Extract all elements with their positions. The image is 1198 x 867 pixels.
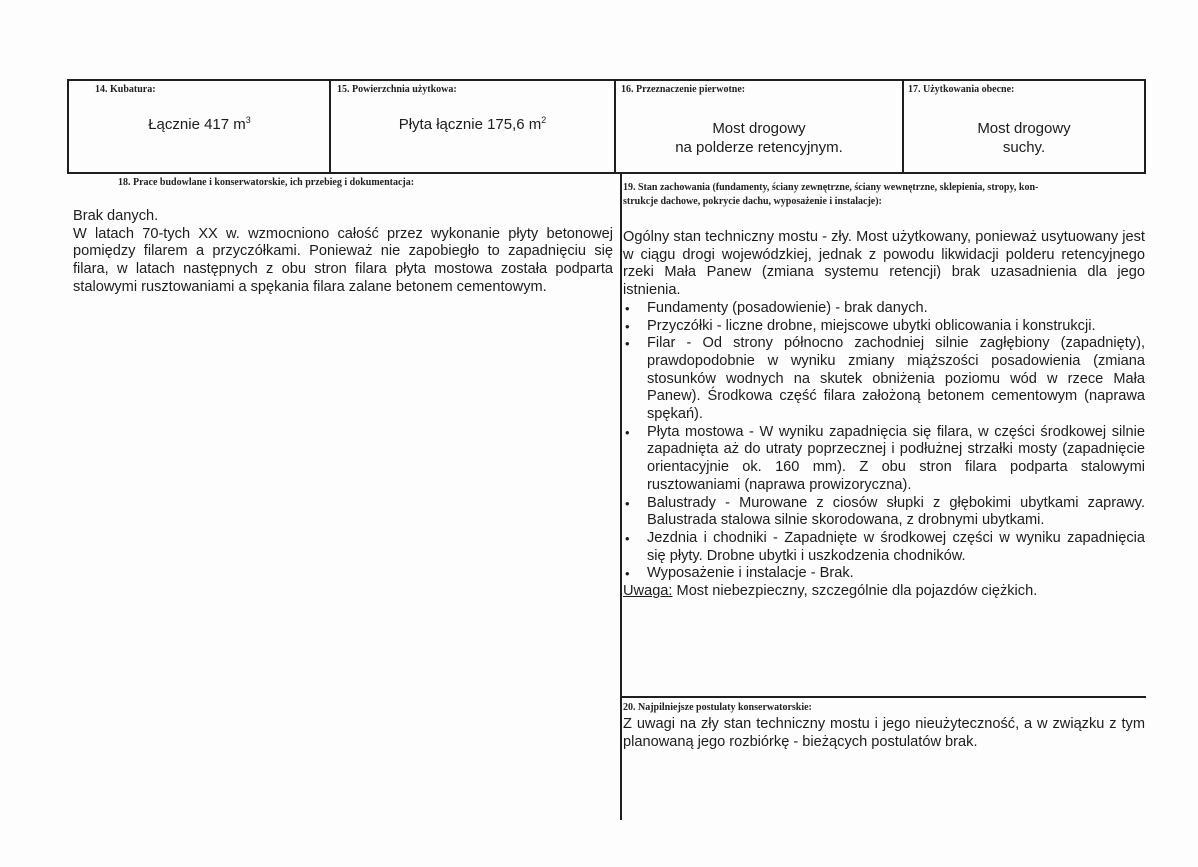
section-19-intro: Ogólny stan techniczny mostu - zły. Most użytkowany, ponieważ usytuowany jest w ciągu drogi wojewódzkiej, jednak z powodu likwidacji polderu retencyjnego rzeki Mała Panew (zmiana systemu retencji) brak uzasadnienia dla jego istnienia. xyxy=(623,229,1145,299)
bullet-icon: • xyxy=(625,530,630,546)
bullet-icon: • xyxy=(625,336,630,352)
list-item xyxy=(623,300,1145,318)
cell-16-label: 16. Przeznaczenie pierwotne: xyxy=(621,84,746,95)
list-item xyxy=(623,530,1145,565)
section-19-note xyxy=(623,583,1145,601)
note-label: Uwaga: xyxy=(623,583,673,600)
cell-17-label: 17. Użytkowania obecne: xyxy=(908,84,1015,95)
cell-16-value xyxy=(616,119,902,157)
section-19-label-line2: strukcje dachowe, pokrycie dachu, wyposażenie i instalacje): xyxy=(623,196,882,207)
bullet-icon: • xyxy=(625,300,630,316)
cell-14-value-text: Łącznie 417 m xyxy=(148,116,246,133)
note-text: Most niebezpieczny, szczególnie dla pojazdów ciężkich. xyxy=(672,583,1038,600)
bullet-icon: • xyxy=(625,318,630,334)
section-20-label: 20. Najpilniejsze postulaty konserwatorskie: xyxy=(623,702,812,713)
bullet-text: Jezdnia i chodniki - Zapadnięte w środkowej części w wyniku zapadnięcia się płyty. Drobne ubytki i uszkodzenia chodników. xyxy=(647,529,1145,564)
cell-17-value xyxy=(904,119,1144,157)
table-right-border xyxy=(1144,79,1146,174)
section-18-paragraph: W latach 70-tych XX w. wzmocniono całość przez wykonanie płyty betonowej pomiędzy filarem a przyczółkami. Ponieważ nie zapobiegło to zapadnięciu się filara, w latach następnych z obu stron filara płyta mostowa została podparta stalowymi rusztowaniami a spękania filara zalane betonem cementowym. xyxy=(73,225,613,295)
column-divider-18-19 xyxy=(620,174,622,820)
section-19-bullet-list xyxy=(623,300,1145,583)
bullet-icon: • xyxy=(625,424,630,440)
bullet-icon: • xyxy=(625,566,630,582)
list-item xyxy=(623,424,1145,495)
bullet-text: Przyczółki - liczne drobne, miejscowe ubytki oblicowania i konstrukcji. xyxy=(647,317,1096,334)
bullet-text: Wyposażenie i instalacje - Brak. xyxy=(647,565,854,582)
section-20-top-border xyxy=(620,696,1146,698)
cell-17-line2: suchy. xyxy=(1002,139,1046,156)
section-19-body xyxy=(623,229,1145,601)
cell-15-value-sup: 2 xyxy=(541,115,547,125)
list-item xyxy=(623,318,1145,336)
list-item xyxy=(623,565,1145,583)
section-19-label-line1: 19. Stan zachowania (fundamenty, ściany zewnętrzne, ściany wewnętrzne, sklepienia, stropy, kon- xyxy=(623,182,1039,193)
cell-15-label: 15. Powierzchnia użytkowa: xyxy=(337,84,457,95)
table-top-border xyxy=(67,79,1146,81)
cell-14-value-sup: 3 xyxy=(245,115,251,125)
bullet-text: Filar - Od strony północno zachodniej silnie zagłębiony (zapadnięty), prawdopodobnie w wyniku zmiany miąższości posadowienia (zmiana stosunków wodnych na skutek obniżenia poziomu wód w rzece Mała Panew). Środkowa część filara założoną betonem cementowym (naprawa spękań). xyxy=(647,335,1145,423)
row1-bottom-border xyxy=(67,172,1146,174)
cell-15-value xyxy=(331,115,614,134)
cell-14-label: 14. Kubatura: xyxy=(95,84,156,95)
cell-15-value-text: Płyta łącznie 175,6 m xyxy=(398,116,542,133)
section-18-line1: Brak danych. xyxy=(73,208,159,224)
cell-17-line1: Most drogowy xyxy=(977,120,1071,137)
cell-16-line1: Most drogowy xyxy=(712,120,806,137)
table-left-border xyxy=(67,79,69,174)
list-item xyxy=(623,335,1145,424)
list-item xyxy=(623,495,1145,530)
cell-16-line2: na polderze retencyjnym. xyxy=(675,139,843,156)
section-18-label: 18. Prace budowlane i konserwatorskie, ich przebieg i dokumentacja: xyxy=(118,177,415,188)
bullet-text: Balustrady - Murowane z ciosów słupki z głębokimi ubytkami zaprawy. Balustrada stalowa silnie skorodowana, z drobnymi ubytkami. xyxy=(647,494,1145,529)
bullet-icon: • xyxy=(625,495,630,511)
bullet-text: Fundamenty (posadowienie) - brak danych. xyxy=(647,299,928,316)
section-20-text: Z uwagi na zły stan techniczny mostu i jego nieużyteczność, a w związku z tym planowaną jego rozbiórkę - bieżących postulatów brak. xyxy=(623,716,1145,750)
cell-14-value xyxy=(70,115,329,134)
bullet-text: Płyta mostowa - W wyniku zapadnięcia się filara, w części środkowej silnie zapadnięta aż do utraty poprzecznej i podłużnej strzałki mosty (zapadnięcie orientacyjnie ok. 160 mm). Z obu stron filara podparta stalowymi rusztowaniami (naprawa prowizoryczna). xyxy=(647,423,1145,493)
section-18-body xyxy=(73,208,613,297)
